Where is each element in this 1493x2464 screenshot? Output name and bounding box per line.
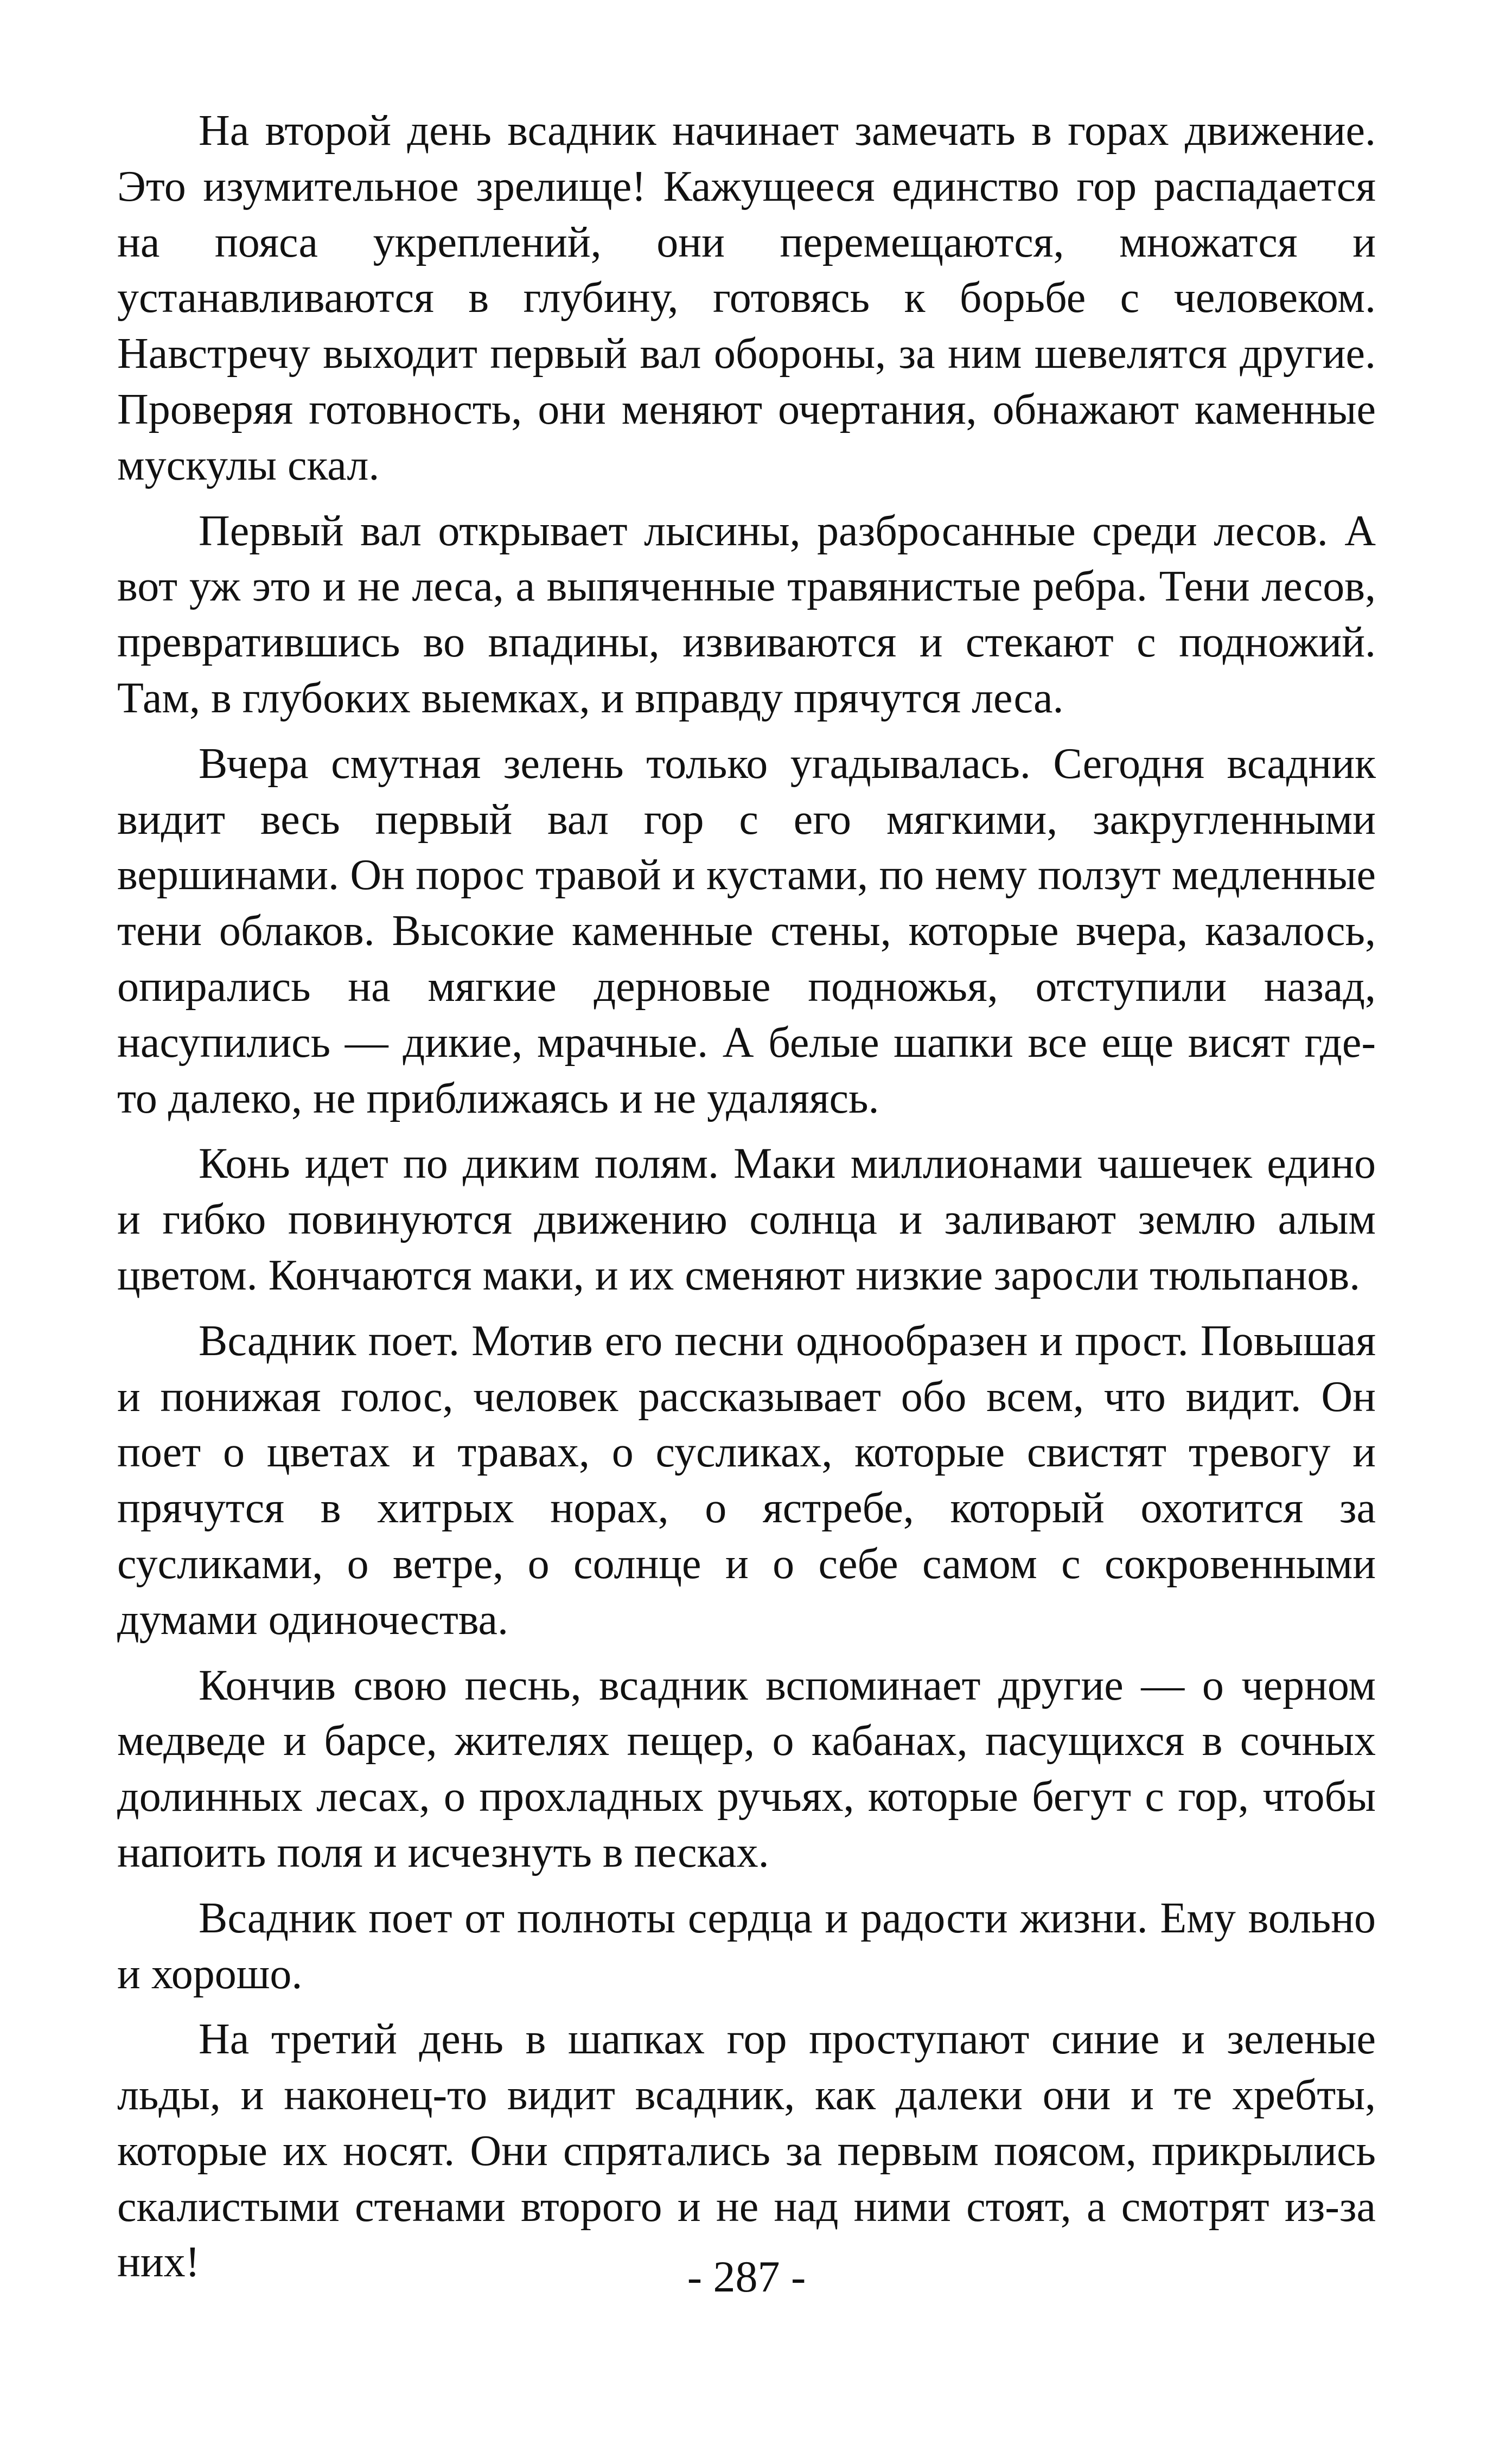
paragraph-2: Первый вал открывает лысины, разбросанные среди лесов. А вот уж это и не леса, а выпяченные травянистые ребра. Тени лесов, превратившись во впадины, извиваются и стекают с подножий. Там, в глубоких выемках, и вправду прячутся леса. [117, 507, 1376, 722]
page-body [117, 103, 1376, 2300]
paragraph-7: Всадник поет от полноты сердца и радости жизни. Ему вольно и хорошо. [117, 1894, 1376, 1998]
paragraph-4: Конь идет по диким полям. Маки миллионами чашечек едино и гибко повинуются движению солнца и заливают землю алым цветом. Кончаются маки, и их сменяют низкие заросли тюльпанов. [117, 1140, 1376, 1299]
paragraph-8: На третий день в шапках гор проступают синие и зеленые льды, и наконец-то видит всадник, как далеки они и те хребты, которые их носят. Они спрятались за первым поясом, прикрылись скалистыми стенами второго и не над ними стоят, а смотрят из-за них! [117, 2015, 1376, 2287]
page-number: - 287 - [687, 2252, 806, 2301]
paragraph-1: На второй день всадник начинает замечать в горах движение. Это изумительное зрелище! Кажущееся единство гор распадается на пояса укреплений, они перемещаются, множатся и устанавливаются в глубину, готовясь к борьбе с человеком. Навстречу выходит первый вал обороны, за ним шевелятся другие. Проверяя готовность, они меняют очертания, обнажают каменные мускулы скал. [117, 107, 1376, 489]
paragraph-3: Вчера смутная зелень только угадывалась. Сегодня всадник видит весь первый вал гор с его мягкими, закругленными вершинами. Он порос травой и кустами, по нему ползут медленные тени облаков. Высокие каменные стены, которые вчера, казалось, опирались на мягкие дерновые подножья, отступили назад, насупились — дикие, мрачные. А белые шапки все еще висят где-то далеко, не приближаясь и не удаляясь. [117, 739, 1376, 1122]
paragraph-6: Кончив свою песнь, всадник вспоминает другие — о черном медведе и барсе, жителях пещер, о кабанах, пасущихся в сочных долинных лесах, о прохладных ручьях, которые бегут с гор, чтобы напоить поля и исчезнуть в песках. [117, 1661, 1376, 1876]
paragraph-5: Всадник поет. Мотив его песни однообразен и прост. Повышая и понижая голос, человек рассказывает обо всем, что видит. Он поет о цветах и травах, о сусликах, которые свистят тревогу и прячутся в хитрых норах, о ястребе, который охотится за сусликами, о ветре, о солнце и о себе самом с сокровенными думами одиночества. [117, 1317, 1376, 1644]
